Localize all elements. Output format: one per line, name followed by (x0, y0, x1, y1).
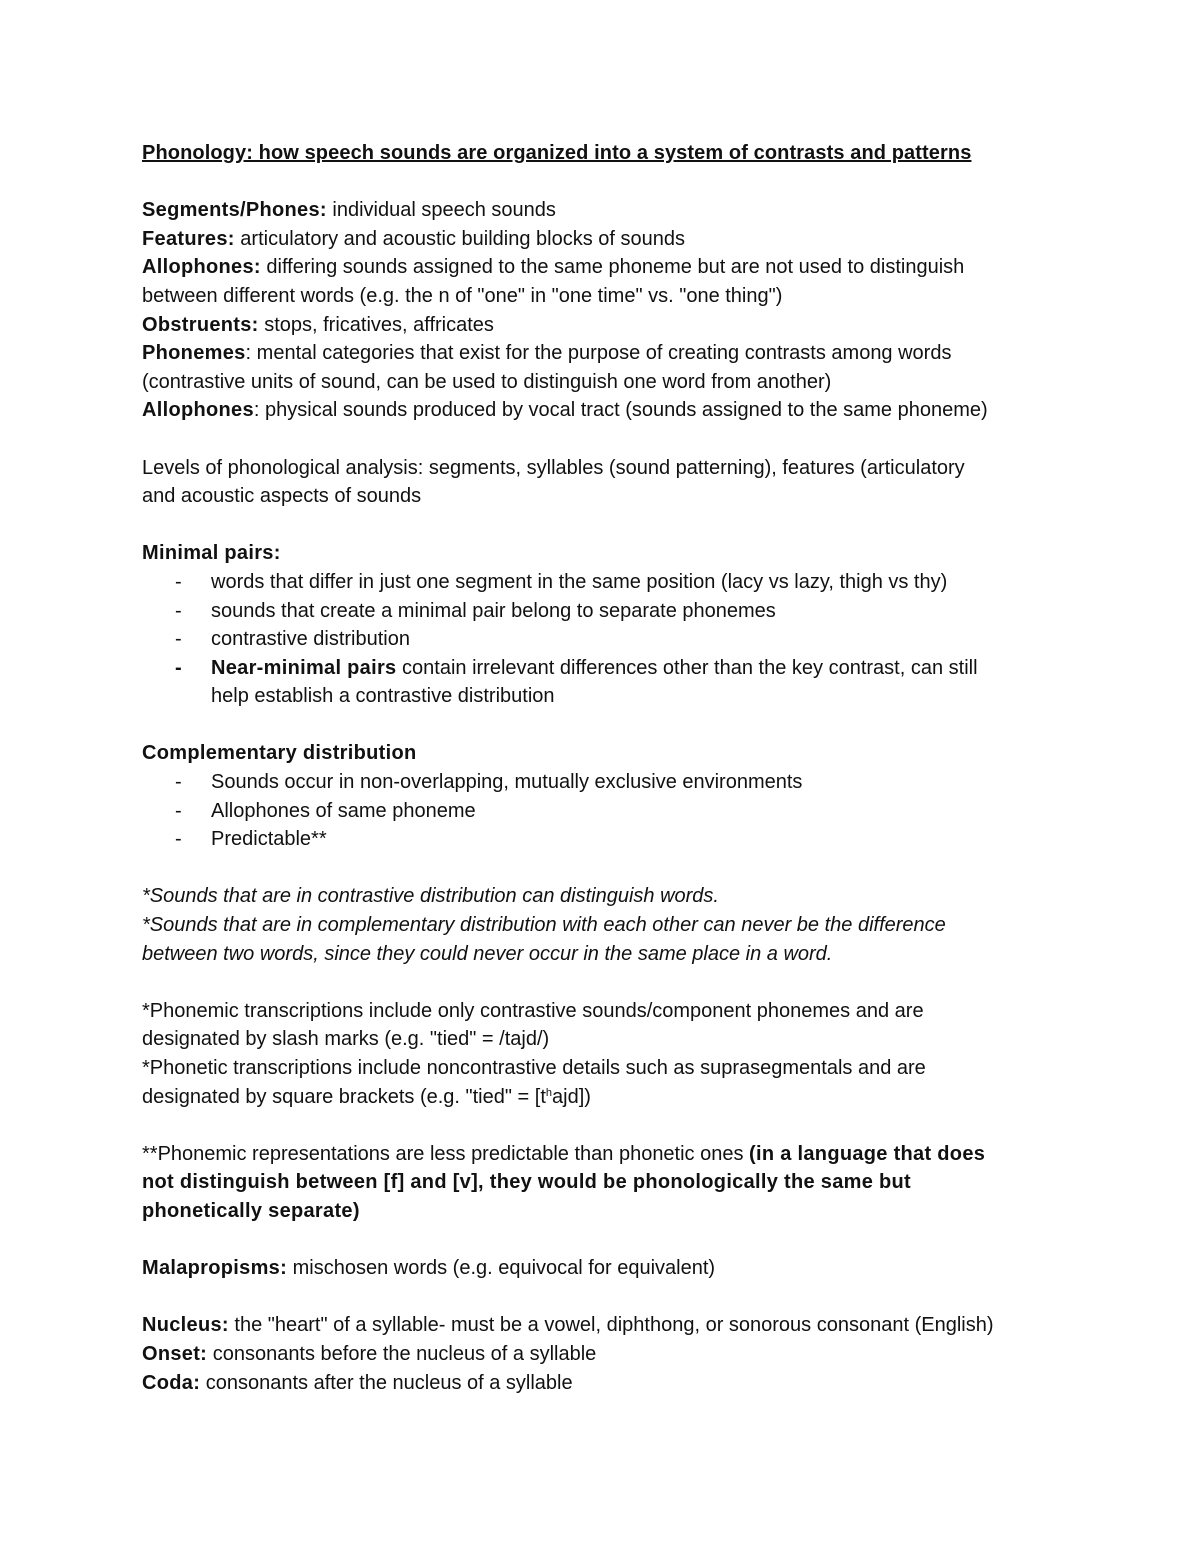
minimal-pairs-heading (142, 539, 1100, 568)
representations-bold: not distinguish between [f] and [v], they would be phonologically the same but (142, 1171, 911, 1194)
definition-text: stops, fricatives, affricates (258, 313, 494, 336)
definition-phonemes (142, 339, 1100, 368)
definition-text: articulatory and acoustic building blocks of sounds (234, 227, 685, 250)
definition-allophones-cont: between different words (e.g. the n of "one" in "one time" vs. "one thing") (142, 284, 783, 307)
list-item (142, 625, 1100, 654)
spacer (142, 511, 1100, 540)
definition-term: Allophones: (142, 256, 261, 279)
dash-bullet: - (175, 599, 182, 622)
spacer (142, 425, 1100, 454)
spacer (142, 968, 1100, 997)
italic-note-2: *Sounds that are in complementary distribution with each other can never be the difference (142, 914, 946, 937)
definition-text: : physical sounds produced by vocal tract (sounds assigned to the same phoneme) (253, 399, 988, 422)
list-item-text: contain irrelevant differences other than the key contrast, can still (396, 656, 978, 679)
definition-text: differing sounds assigned to the same phoneme but are not used to distinguish (260, 256, 965, 279)
levels-line-2: and acoustic aspects of sounds (142, 485, 422, 508)
italic-note-3: between two words, since they could never occur in the same place in a word. (142, 942, 833, 965)
representations-bold: phonetically separate) (142, 1199, 360, 1222)
spacer (142, 168, 1100, 197)
definition-term: Nucleus: (142, 1314, 229, 1337)
definition-term: Onset: (142, 1342, 208, 1365)
definition-term: Obstruents: (142, 313, 259, 336)
definition-nucleus (142, 1311, 1100, 1340)
list-item-continuation (142, 682, 1100, 711)
definition-text: consonants after the nucleus of a syllable (200, 1371, 573, 1394)
complementary-heading (142, 739, 1100, 768)
definition-features (142, 225, 1100, 254)
list-item-text: Allophones of same phoneme (211, 799, 476, 822)
list-item (142, 654, 1100, 683)
definition-onset (142, 1340, 1100, 1369)
definition-term: Coda: (142, 1371, 201, 1394)
minimal-pairs-list (142, 568, 1100, 711)
section-heading: Complementary distribution (142, 742, 417, 765)
aspiration-superscript: h (545, 1086, 553, 1099)
representations-line-1 (142, 1140, 1100, 1169)
definition-phonemes-cont: (contrastive units of sound, can be used to distinguish one word from another) (142, 370, 832, 393)
levels-line-1: Levels of phonological analysis: segments, syllables (sound patterning), features (articulatory (142, 456, 965, 479)
list-item (142, 797, 1100, 826)
representations-line-2 (142, 1168, 1100, 1197)
page-title: Phonology: how speech sounds are organized into a system of contrasts and patterns (142, 142, 972, 164)
dash-bullet: - (175, 799, 182, 822)
definition-term: Phonemes (142, 342, 246, 365)
representations-line-3 (142, 1197, 1100, 1226)
list-item-text: help establish a contrastive distribution (211, 685, 555, 708)
definition-term: Segments/Phones: (142, 199, 327, 222)
spacer (142, 1283, 1100, 1312)
italic-note-1: *Sounds that are in contrastive distribution can distinguish words. (142, 885, 719, 908)
list-item (142, 825, 1100, 854)
dash-bullet: - (175, 771, 182, 794)
dash-bullet: - (175, 828, 182, 851)
definition-malapropisms (142, 1254, 1100, 1283)
transcription-text: ajd]) (552, 1085, 591, 1108)
spacer (142, 1111, 1100, 1140)
definition-text: the "heart" of a syllable- must be a vowel, diphthong, or sonorous consonant (English) (228, 1314, 994, 1337)
definition-text: consonants before the nucleus of a syllable (207, 1342, 597, 1365)
transcription-line-3: *Phonetic transcriptions include noncontrastive details such as suprasegmentals and are (142, 1057, 926, 1079)
definition-term: Malapropisms: (142, 1257, 288, 1280)
transcription-line-2: designated by slash marks (e.g. "tied" = /tajd/) (142, 1028, 550, 1051)
spacer (142, 711, 1100, 740)
list-item-text: words that differ in just one segment in the same position (lacy vs lazy, thigh vs thy) (211, 570, 948, 593)
list-item (142, 768, 1100, 797)
definition-coda (142, 1369, 1100, 1398)
dash-bullet: - (175, 656, 182, 679)
dash-bullet: - (175, 570, 182, 593)
definition-text: mischosen words (e.g. equivocal for equivalent) (287, 1257, 716, 1280)
definition-obstruents (142, 311, 1100, 340)
list-item-text: Predictable** (211, 828, 327, 851)
representations-bold: (in a language that does (749, 1142, 986, 1165)
definition-text: : mental categories that exist for the purpose of creating contrasts among words (245, 342, 952, 365)
list-item-term: Near-minimal pairs (211, 656, 397, 679)
definition-text: individual speech sounds (326, 199, 556, 222)
list-item-text: contrastive distribution (211, 628, 410, 651)
list-item-text: sounds that create a minimal pair belong to separate phonemes (211, 599, 776, 622)
representations-text: **Phonemic representations are less predictable than phonetic ones (142, 1142, 750, 1165)
definition-term: Allophones (142, 399, 254, 422)
transcription-line-1: *Phonemic transcriptions include only contrastive sounds/component phonemes and are (142, 999, 924, 1022)
list-item (142, 597, 1100, 626)
section-heading: Minimal pairs: (142, 542, 281, 565)
complementary-list (142, 768, 1100, 854)
definition-allophones-physical (142, 396, 1100, 425)
list-item-text: Sounds occur in non-overlapping, mutually exclusive environments (211, 771, 803, 794)
definition-segments (142, 196, 1100, 225)
transcription-text: designated by square brackets (e.g. "tied" = [t (142, 1085, 546, 1108)
definition-term: Features: (142, 227, 235, 250)
spacer (142, 854, 1100, 883)
transcription-line-4 (142, 1083, 1100, 1112)
dash-bullet: - (175, 628, 182, 651)
definition-allophones (142, 253, 1100, 282)
list-item (142, 568, 1100, 597)
spacer (142, 1226, 1100, 1255)
